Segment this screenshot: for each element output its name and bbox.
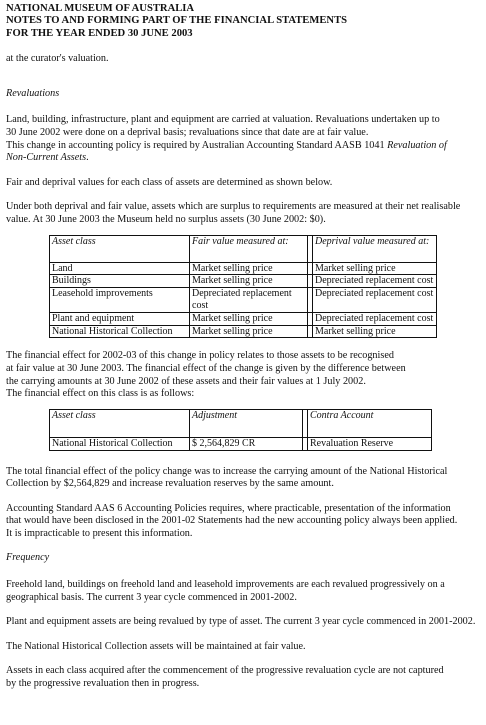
valuation-basis-table: [49, 235, 437, 339]
revaluations-paragraph-3: Under both deprival and fair value, assets which are surplus to requirements are measured at their net realisable value. At 30 June 2003 the Museum held no surplus assets (30 June 2002: $0).: [6, 201, 461, 225]
table-row: National Historical Collection Market selling price Market selling price: [49, 326, 437, 339]
table-row: Buildings Market selling price Depreciated replacement cost: [49, 275, 437, 288]
table-row: Leasehold improvements Depreciated replacement cost Depreciated replacement cost: [49, 288, 437, 313]
total-effect-paragraph: The total financial effect of the policy change was to increase the carrying amount of the National Historical Collection by $2,564,829 and increase revaluation reserves by the same amount.: [6, 465, 448, 490]
col-header-adjustment: Adjustment: [190, 409, 303, 438]
table-row: Land Market selling price Market selling price: [49, 263, 437, 276]
frequency-paragraph-3: The National Historical Collection assets will be maintained at fair value.: [6, 640, 306, 652]
curator-valuation-text: at the curator's valuation.: [6, 53, 109, 65]
document-page: [6, 3, 482, 691]
table-header-row: [49, 409, 432, 438]
header-year: FOR THE YEAR ENDED 30 JUNE 2003: [6, 27, 193, 39]
revaluations-paragraph-2: Fair and deprival values for each class of assets are determined as shown below.: [6, 176, 333, 188]
document-header: [6, 3, 482, 40]
table-row: Plant and equipment Market selling price Depreciated replacement cost: [49, 313, 437, 326]
frequency-paragraph-1: Freehold land, buildings on freehold land and leasehold improvements are each revalued progressively on a geographical basis. The current 3 year cycle commenced in 2001-2002.: [6, 579, 445, 603]
col-header-deprival-value: Deprival value measured at:: [313, 235, 437, 263]
aas6-paragraph: Accounting Standard AAS 6 Accounting Policies requires, where practicable, presentation of the information that would have been disclosed in the 2001-02 Statements had the new accounting policy always been applied. It is impracticable to present this information.: [6, 502, 458, 539]
table-row: National Historical Collection $ 2,564,829 CR Revaluation Reserve: [49, 438, 432, 451]
frequency-paragraph-4: Assets in each class acquired after the commencement of the progressive revaluation cycle are not captured by the progressive revaluation then in progress.: [6, 665, 444, 690]
frequency-paragraph-2: Plant and equipment assets are being revalued by type of asset. The current 3 year cycle commenced in 2001-2002.: [6, 616, 476, 628]
col-header-asset-class: Asset class: [49, 409, 190, 438]
financial-effect-paragraph: The financial effect for 2002-03 of this change in policy relates to those assets to be recognised at fair value at 30 June 2003. The financial effect of the change is given by the difference between the carrying amounts at 30 June 2002 of these assets and their fair values at 1 July 2002. The financial effect on this class is as follows:: [6, 350, 406, 400]
frequency-heading: Frequency: [6, 552, 50, 564]
table-header-row: [49, 235, 437, 263]
col-header-asset-class: Asset class: [49, 235, 190, 263]
header-notes-title: NOTES TO AND FORMING PART OF THE FINANCIAL STATEMENTS: [6, 15, 348, 27]
col-header-contra-account: Contra Account: [308, 409, 432, 438]
revaluations-heading: Revaluations: [6, 87, 60, 99]
adjustment-table: [49, 409, 432, 451]
col-header-fair-value: Fair value measured at:: [190, 235, 308, 263]
header-organisation: NATIONAL MUSEUM OF AUSTRALIA: [6, 3, 195, 14]
revaluations-paragraph-1: Land, building, infrastructure, plant and equipment are carried at valuation. Revaluations undertaken up to 30 June 2002 were done on a deprival basis; revaluations since that date are at fair value. This change in accounting policy is required by Australian Accounting Standard AASB 1041 Revaluation of Non-Current Assets.: [6, 114, 447, 164]
